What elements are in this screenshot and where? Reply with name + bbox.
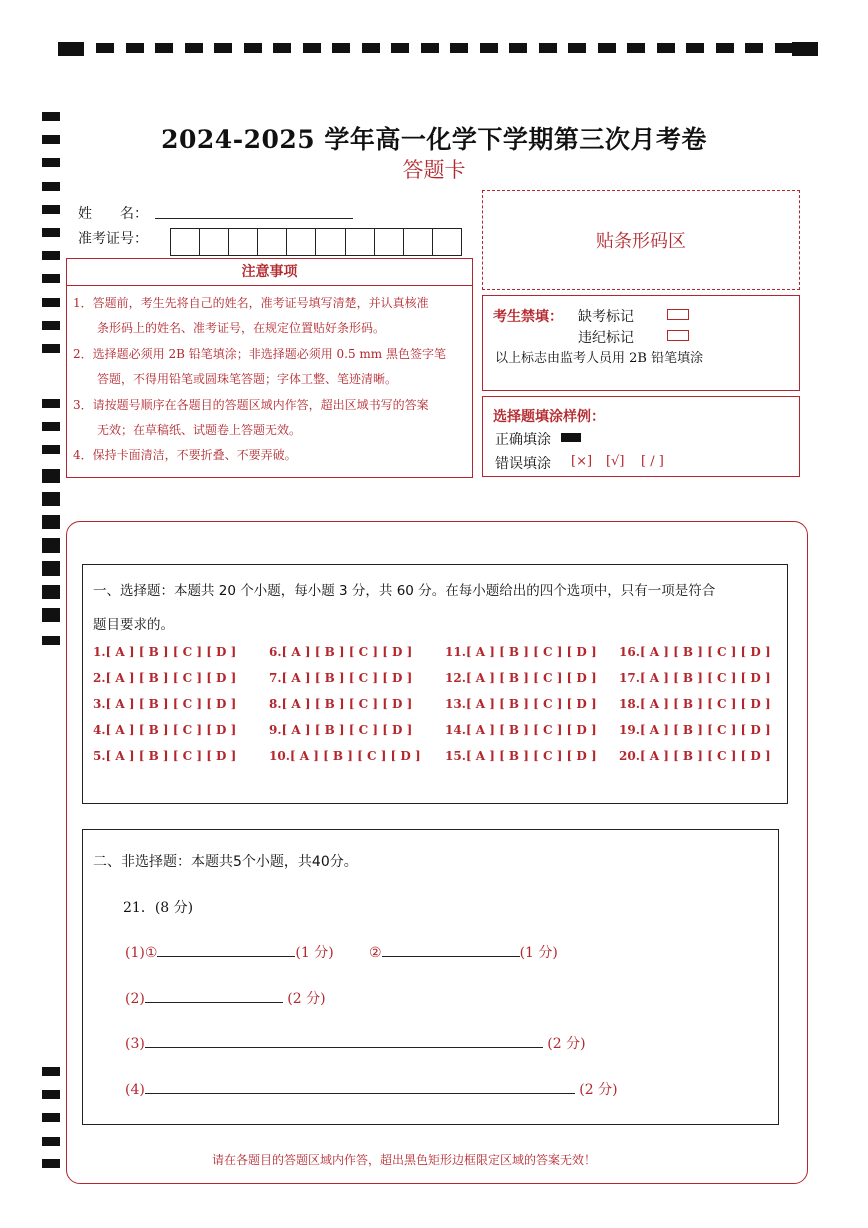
timing-mark bbox=[155, 43, 173, 53]
choice-question[interactable]: 7.[ A ] [ B ] [ C ] [ D ] bbox=[269, 671, 413, 685]
answer-line-3 bbox=[125, 1033, 586, 1053]
timing-mark bbox=[42, 544, 60, 553]
section1-heading-cont: 题目要求的。 bbox=[93, 617, 174, 633]
timing-mark bbox=[214, 43, 232, 53]
timing-mark bbox=[362, 43, 380, 53]
timing-mark bbox=[686, 43, 704, 53]
name-label: 姓 名： bbox=[78, 206, 148, 222]
timing-mark bbox=[244, 43, 262, 53]
notice-item: 4．保持卡面清洁，不要折叠、不要弄破。 bbox=[73, 448, 297, 462]
timing-mark bbox=[745, 43, 763, 53]
timing-mark bbox=[775, 43, 793, 53]
timing-mark bbox=[509, 43, 527, 53]
correct-label: 正确填涂 bbox=[495, 432, 551, 448]
p2-prefix: (2) bbox=[125, 991, 145, 1007]
timing-mark bbox=[716, 43, 734, 53]
timing-mark bbox=[42, 520, 60, 529]
name-field[interactable] bbox=[155, 218, 353, 219]
barcode-label: 贴条形码区 bbox=[596, 231, 686, 252]
barcode-area bbox=[482, 190, 800, 290]
wrong-label: 错误填涂 bbox=[495, 456, 551, 472]
timing-mark bbox=[42, 445, 60, 454]
timing-mark bbox=[42, 497, 60, 506]
timing-mark bbox=[42, 205, 60, 214]
page-title: 2024-2025 学年高一化学下学期第三次月考卷 bbox=[161, 125, 707, 154]
timing-mark bbox=[58, 42, 84, 56]
sample-box bbox=[482, 396, 800, 477]
timing-mark bbox=[450, 43, 468, 53]
timing-mark bbox=[421, 43, 439, 53]
p3-prefix: (3) bbox=[125, 1036, 145, 1052]
notice-item: 条形码上的姓名、准考证号，在规定位置贴好条形码。 bbox=[73, 321, 386, 335]
question-21: 21．(8 分) bbox=[123, 900, 194, 916]
timing-mark bbox=[42, 1067, 60, 1076]
timing-mark bbox=[657, 43, 675, 53]
answer-line-1a bbox=[125, 942, 334, 962]
choice-question[interactable]: 8.[ A ] [ B ] [ C ] [ D ] bbox=[269, 697, 413, 711]
choice-question[interactable]: 13.[ A ] [ B ] [ C ] [ D ] bbox=[445, 697, 597, 711]
wrong-mark: [ / ] bbox=[641, 454, 664, 469]
p3-score: (2 分) bbox=[547, 1036, 586, 1052]
timing-mark bbox=[42, 613, 60, 622]
forbidden-label: 考生禁填： bbox=[493, 309, 563, 325]
answer-blank[interactable] bbox=[145, 1033, 543, 1048]
exam-id-boxes[interactable] bbox=[170, 228, 462, 256]
timing-mark bbox=[391, 43, 409, 53]
section-choice bbox=[82, 564, 788, 804]
timing-mark bbox=[568, 43, 586, 53]
page-subtitle: 答题卡 bbox=[402, 158, 466, 182]
choice-question[interactable]: 11.[ A ] [ B ] [ C ] [ D ] bbox=[445, 645, 597, 659]
wrong-mark: [√] bbox=[606, 454, 625, 469]
timing-mark bbox=[792, 42, 818, 56]
timing-mark bbox=[539, 43, 557, 53]
choice-question[interactable]: 5.[ A ] [ B ] [ C ] [ D ] bbox=[93, 749, 237, 763]
absent-mark[interactable] bbox=[667, 309, 689, 320]
choice-question[interactable]: 16.[ A ] [ B ] [ C ] [ D ] bbox=[619, 645, 771, 659]
forbidden-box bbox=[482, 295, 800, 391]
footer-warning: 请在各题目的答题区域内作答，超出黑色矩形边框限定区域的答案无效！ bbox=[211, 1153, 596, 1167]
choice-question[interactable]: 6.[ A ] [ B ] [ C ] [ D ] bbox=[269, 645, 413, 659]
choice-question[interactable]: 19.[ A ] [ B ] [ C ] [ D ] bbox=[619, 723, 771, 737]
timing-mark bbox=[42, 399, 60, 408]
choice-question[interactable]: 15.[ A ] [ B ] [ C ] [ D ] bbox=[445, 749, 597, 763]
answer-blank[interactable] bbox=[145, 1079, 575, 1094]
p1a-prefix: (1)① bbox=[125, 945, 158, 961]
timing-mark bbox=[42, 1113, 60, 1122]
timing-mark bbox=[42, 567, 60, 576]
timing-mark bbox=[598, 43, 616, 53]
notice-item: 无效；在草稿纸、试题卷上答题无效。 bbox=[73, 423, 302, 437]
answer-blank[interactable] bbox=[157, 942, 295, 957]
timing-mark bbox=[42, 1090, 60, 1099]
choice-question[interactable]: 20.[ A ] [ B ] [ C ] [ D ] bbox=[619, 749, 771, 763]
timing-mark bbox=[42, 636, 60, 645]
p4-prefix: (4) bbox=[125, 1082, 145, 1098]
choice-question[interactable]: 10.[ A ] [ B ] [ C ] [ D ] bbox=[269, 749, 421, 763]
notice-box bbox=[66, 258, 473, 478]
timing-mark bbox=[480, 43, 498, 53]
timing-mark bbox=[42, 321, 60, 330]
id-label: 准考证号： bbox=[78, 231, 148, 247]
violation-label: 违纪标记 bbox=[578, 330, 634, 346]
violation-mark[interactable] bbox=[667, 330, 689, 341]
choice-question[interactable]: 4.[ A ] [ B ] [ C ] [ D ] bbox=[93, 723, 237, 737]
timing-mark bbox=[42, 298, 60, 307]
timing-mark bbox=[42, 422, 60, 431]
timing-mark bbox=[332, 43, 350, 53]
sample-title: 选择题填涂样例： bbox=[493, 409, 605, 425]
choice-question[interactable]: 3.[ A ] [ B ] [ C ] [ D ] bbox=[93, 697, 237, 711]
choice-question[interactable]: 14.[ A ] [ B ] [ C ] [ D ] bbox=[445, 723, 597, 737]
answer-blank[interactable] bbox=[145, 988, 283, 1003]
section2-heading: 二、非选择题：本题共5个小题，共40分。 bbox=[93, 854, 358, 870]
p1b-score: (1 分) bbox=[519, 945, 558, 961]
timing-mark bbox=[303, 43, 321, 53]
timing-mark bbox=[627, 43, 645, 53]
timing-mark bbox=[42, 251, 60, 260]
timing-mark bbox=[42, 274, 60, 283]
choice-question[interactable]: 18.[ A ] [ B ] [ C ] [ D ] bbox=[619, 697, 771, 711]
timing-mark bbox=[96, 43, 114, 53]
filled-sample bbox=[561, 433, 581, 442]
answer-line-2 bbox=[125, 988, 326, 1008]
timing-mark bbox=[126, 43, 144, 53]
timing-mark bbox=[273, 43, 291, 53]
timing-mark bbox=[42, 344, 60, 353]
answer-blank[interactable] bbox=[382, 942, 520, 957]
section1-heading: 一、选择题：本题共 20 个小题，每小题 3 分，共 60 分。在每小题给出的四个选项中，只有一项是符合 bbox=[93, 583, 716, 599]
answer-line-1b bbox=[369, 942, 558, 962]
timing-mark bbox=[185, 43, 203, 53]
absent-label: 缺考标记 bbox=[578, 309, 634, 325]
timing-mark bbox=[42, 474, 60, 483]
choice-question[interactable]: 2.[ A ] [ B ] [ C ] [ D ] bbox=[93, 671, 237, 685]
p1a-score: (1 分) bbox=[295, 945, 334, 961]
choice-question[interactable]: 1.[ A ] [ B ] [ C ] [ D ] bbox=[93, 645, 237, 659]
section-nonchoice bbox=[82, 829, 779, 1125]
wrong-mark: [×] bbox=[571, 454, 593, 469]
timing-mark bbox=[42, 228, 60, 237]
notice-item: 答题，不得用铅笔或圆珠笔答题；字体工整、笔迹清晰。 bbox=[73, 372, 398, 386]
timing-mark bbox=[42, 1137, 60, 1146]
timing-mark bbox=[42, 590, 60, 599]
choice-question[interactable]: 12.[ A ] [ B ] [ C ] [ D ] bbox=[445, 671, 597, 685]
answer-line-4 bbox=[125, 1079, 618, 1099]
notice-item: 1．答题前，考生先将自己的姓名，准考证号填写清楚，并认真核准 bbox=[73, 296, 429, 310]
choice-question[interactable]: 9.[ A ] [ B ] [ C ] [ D ] bbox=[269, 723, 413, 737]
notice-item: 3．请按题号顺序在各题目的答题区域内作答，超出区域书写的答案 bbox=[73, 398, 429, 412]
notice-title: 注意事项 bbox=[67, 259, 472, 286]
p2-score: (2 分) bbox=[287, 991, 326, 1007]
p4-score: (2 分) bbox=[579, 1082, 618, 1098]
forbidden-note: 以上标志由监考人员用 2B 铅笔填涂 bbox=[495, 351, 704, 366]
p1b-prefix: ② bbox=[369, 945, 382, 961]
choice-question[interactable]: 17.[ A ] [ B ] [ C ] [ D ] bbox=[619, 671, 771, 685]
notice-item: 2．选择题必须用 2B 铅笔填涂；非选择题必须用 0.5 mm 黑色签字笔 bbox=[73, 347, 447, 361]
